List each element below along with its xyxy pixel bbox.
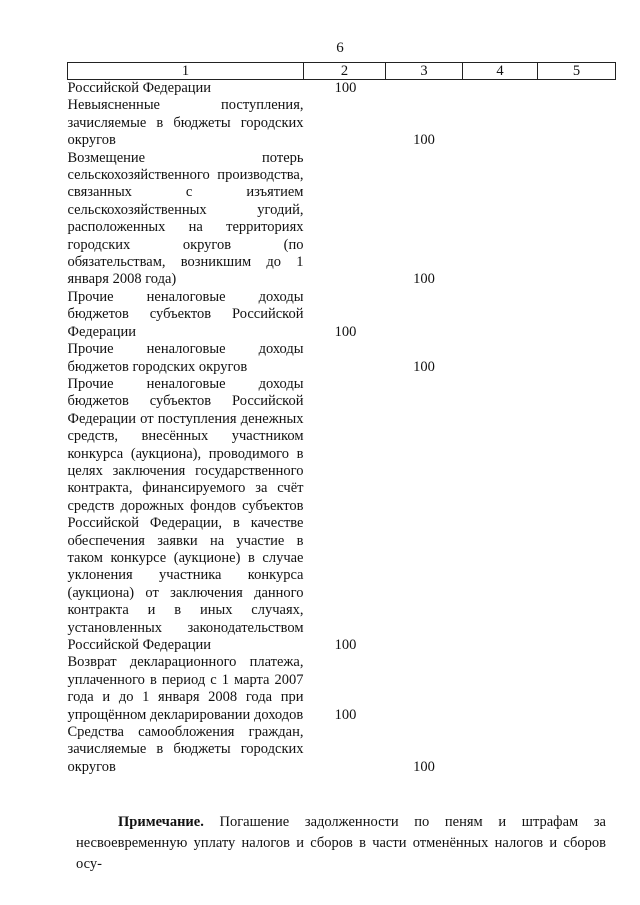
share-col-3 xyxy=(386,80,463,98)
share-col-3 xyxy=(386,376,463,655)
revenue-name: Российской Федерации xyxy=(67,80,212,96)
table-row xyxy=(68,724,616,776)
share-col-2 xyxy=(304,341,386,376)
share-col-2: 100 xyxy=(334,706,357,723)
table-row xyxy=(68,150,616,289)
column-header-5: 5 xyxy=(538,63,616,80)
column-header-4: 4 xyxy=(463,63,538,80)
revenue-name: Возврат декларационного платежа, уплаченного в период с 1 марта 2007 года и до 1 января 2008 года при упрощённом декларировании доходов xyxy=(67,654,304,723)
share-col-3: 100 xyxy=(413,358,435,375)
revenue-name: Прочие неналоговые доходы бюджетов субъектов Российской Федерации от поступления денежных средств, внесённых участником конкурса (аукциона), проводимого в целях заключения государственного контракта, финансируемого за счёт средств дорожных фондов субъектов Российской Федерации, в качестве обеспечения заявки на участие в таком конкурсе (аукционе) в случае уклонения участника конкурса (аукциона) от заключения данного контракта и в иных случаях, установленных законодательством Российской Федерации xyxy=(67,375,304,653)
share-col-3 xyxy=(386,654,463,724)
revenue-distribution-table xyxy=(67,62,616,776)
share-col-3 xyxy=(386,289,463,341)
revenue-name: Невыясненные поступления, зачисляемые в бюджеты городских округов xyxy=(67,97,304,149)
revenue-name: Возмещение потерь сельскохозяйственного производства, связанных с изъятием сельскохозяйственных угодий, расположенных на территориях городских округов (по обязательствам, возникшим до 1 января 2008 года) xyxy=(67,149,304,288)
page-number: 6 xyxy=(336,40,344,56)
share-col-3: 100 xyxy=(413,271,435,288)
table-row xyxy=(68,289,616,341)
table-header-row xyxy=(68,63,616,80)
share-col-3: 100 xyxy=(413,132,435,149)
note-label: Примечание. xyxy=(118,814,204,830)
table-row xyxy=(68,97,616,149)
footnote-paragraph xyxy=(76,812,606,875)
column-header-1: 1 xyxy=(68,63,304,80)
share-col-2: 100 xyxy=(334,80,357,96)
table-row xyxy=(68,341,616,376)
share-col-3: 100 xyxy=(413,758,435,775)
share-col-2: 100 xyxy=(334,637,357,653)
table-row xyxy=(68,654,616,724)
share-col-2 xyxy=(304,724,386,776)
column-header-2: 2 xyxy=(304,63,386,80)
table-row xyxy=(68,80,616,98)
revenue-name: Прочие неналоговые доходы бюджетов субъектов Российской Федерации xyxy=(67,288,304,340)
share-col-2: 100 xyxy=(334,323,357,340)
revenue-name: Прочие неналоговые доходы бюджетов городских округов xyxy=(67,341,304,375)
revenue-name: Средства самообложения граждан, зачисляемые в бюджеты городских округов xyxy=(67,724,304,775)
table-row xyxy=(68,376,616,655)
share-col-2 xyxy=(304,150,386,289)
note-text: Погашение задолженности по пеням и штрафам за несвоевременную уплату налогов и сборов в части отменённых налогов и сборов осу- xyxy=(76,814,606,872)
share-col-2 xyxy=(304,97,386,149)
column-header-3: 3 xyxy=(386,63,463,80)
